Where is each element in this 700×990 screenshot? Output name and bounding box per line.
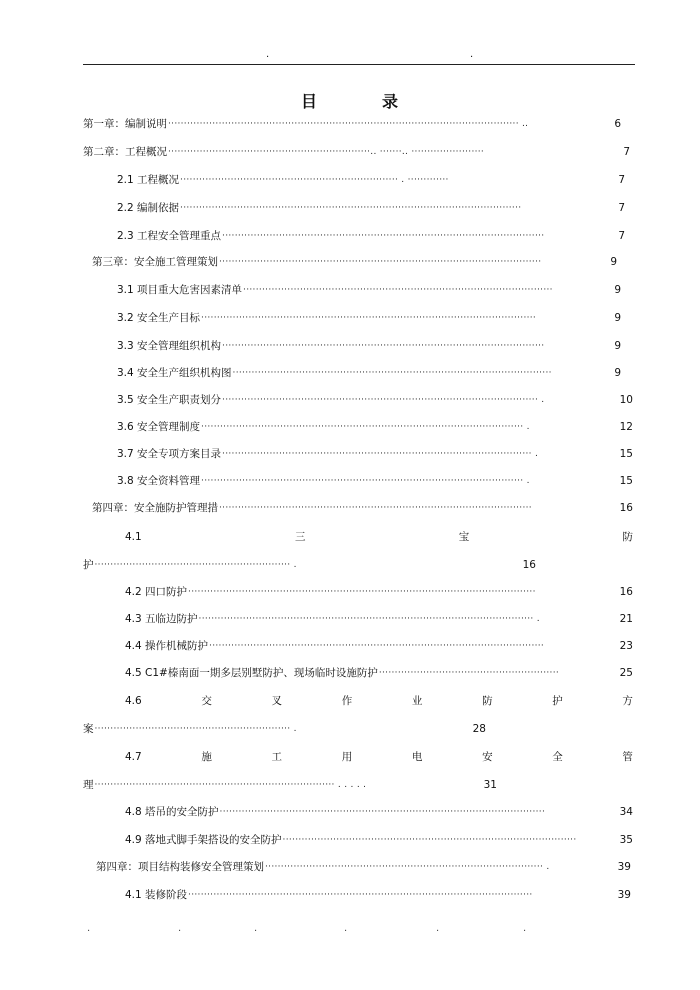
toc-entry-continuation[interactable] [83,721,486,737]
toc-entry-page: 9 [614,340,621,352]
toc-entry-label: 理 [83,779,94,791]
toc-entry-leader: ······································································································ [222,341,545,351]
toc-entry-leader: ························································· [378,668,560,678]
toc-entry-page: 23 [619,640,633,652]
toc-entry-leader: ····································································································· [232,368,552,378]
toc-entry-label: 第四章：项目结构装修安全管理策划 [96,861,264,873]
toc-entry[interactable] [92,254,617,270]
toc-entry-heading-spread[interactable]: 4.1 三 宝 防 [125,531,633,543]
toc-entry-leader: ······································································································ . [201,422,530,432]
header-rule [83,64,635,65]
toc-entry[interactable] [125,887,631,903]
toc-entry[interactable] [125,584,633,600]
toc-entry-label: 护 [83,559,94,571]
toc-entry-label: 4.4 操作机械防护 [125,640,209,652]
toc-entry[interactable] [83,116,621,132]
toc-entry-page: 28 [472,723,486,735]
toc-entry-label: 第二章：工程概况 [83,146,167,158]
toc-entry-leader: ································································.. ·······.. ······················· [168,147,485,157]
toc-entry[interactable] [117,392,633,408]
toc-entry-leader: ··············································································································· .. [168,119,529,129]
toc-entry-label: 第四章：安全施防护管理措 [92,502,218,514]
toc-entry-page: 7 [618,174,625,186]
toc-entry-leader: ······································································································ [219,257,542,267]
toc-entry[interactable] [117,310,621,326]
toc-entry-page: 15 [619,448,633,460]
toc-entry[interactable] [117,446,633,462]
toc-entry[interactable] [125,611,633,627]
toc-entry-page: 9 [610,256,617,268]
toc-entry-page: 35 [619,834,633,846]
toc-entry-page: 9 [614,367,621,379]
toc-entry-page: 6 [614,118,621,130]
toc-entry-label: 4.2 四口防护 [125,586,188,598]
toc-entry-leader: ··································································································· [219,503,532,513]
toc-entry-page: 16 [619,502,633,514]
toc-entry-page: 16 [522,559,536,571]
footer-mark: . [344,923,348,934]
toc-entry-leader: ······································································································· [219,807,546,817]
toc-title: 目 录 [300,92,400,111]
toc-entry-leader: ······································································································ [222,231,545,241]
toc-entry-page: 39 [617,861,631,873]
toc-entry-leader: ·········································································································· [201,313,537,323]
header-mark-left: . [266,49,270,60]
toc-entry-page: 9 [614,284,621,296]
toc-entry-label: 4.5 C1#榛南面一期多层别墅防护、现场临时设施防护 [125,667,378,679]
toc-entry-label: 3.4 安全生产组织机构图 [117,367,232,379]
toc-entry-label: 4.8 塔吊的安全防护 [125,806,219,818]
toc-entry-page: 10 [619,394,633,406]
toc-entry[interactable] [117,338,621,354]
toc-entry[interactable] [96,859,631,875]
toc-entry-leader: ·································································································· . [222,449,539,459]
toc-entry-page: 21 [619,613,633,625]
footer-mark: . [87,923,91,934]
footer-mark: . [178,923,182,934]
toc-entry[interactable] [117,473,633,489]
toc-entry[interactable] [117,228,625,244]
toc-entry-continuation[interactable] [83,777,497,793]
toc-entry[interactable] [117,419,633,435]
toc-entry-page: 15 [619,475,633,487]
toc-entry-label: 2.2 编制依据 [117,202,180,214]
toc-entry[interactable] [125,832,633,848]
toc-entry-page: 7 [618,230,625,242]
toc-entry-label: 3.7 安全专项方案目录 [117,448,222,460]
toc-entry-page: 25 [619,667,633,679]
footer-mark: . [523,923,527,934]
toc-entry-label: 3.2 安全生产目标 [117,312,201,324]
toc-entry-label: 4.3 五临边防护 [125,613,198,625]
toc-entry[interactable] [125,665,633,681]
toc-entry-page: 39 [617,889,631,901]
toc-entry-leader: ············································································································ [180,203,522,213]
toc-entry[interactable] [117,365,621,381]
toc-entry-label: 3.3 安全管理组织机构 [117,340,222,352]
toc-entry-label: 3.5 安全生产职责划分 [117,394,222,406]
toc-entry-page: 16 [619,586,633,598]
toc-entry-leader: ·································································································· [243,285,553,295]
toc-entry-page: 12 [619,421,633,433]
toc-entry-leader: ···································································································· . [222,395,545,405]
toc-entry-heading-spread[interactable]: 4.6 交 叉 作 业 防 护 方 [125,695,633,707]
toc-entry[interactable] [125,804,633,820]
toc-entry-leader: ············································································ . . . . . [94,780,367,790]
footer-mark: . [436,923,440,934]
toc-entry-page: 9 [614,312,621,324]
toc-entry-leader: ······································································································ . [201,476,530,486]
toc-entry[interactable] [92,500,633,516]
header-mark-right: . [470,49,474,60]
toc-entry-label: 2.1 工程概况 [117,174,180,186]
toc-entry[interactable] [117,200,625,216]
toc-entry-leader: ························································································ . [265,862,550,872]
toc-entry-continuation[interactable] [83,557,536,573]
toc-entry-label: 3.8 安全资料管理 [117,475,201,487]
toc-entry-leader: ·········································································································· . [198,614,540,624]
footer-mark: . [254,923,258,934]
toc-entry-label: 第三章：安全施工管理策划 [92,256,218,268]
toc-entry-leader: ······························································ . [94,560,297,570]
toc-entry[interactable] [83,144,630,160]
toc-entry[interactable] [117,172,625,188]
toc-entry-leader: ············································································································· [188,890,533,900]
toc-entry-label: 4.1 装修阶段 [125,889,188,901]
toc-entry-label: 案 [83,723,94,735]
toc-entry-heading-spread[interactable]: 4.7 施 工 用 电 安 全 管 [125,751,633,763]
toc-entry-label: 第一章：编制说明 [83,118,167,130]
toc-entry-leader: ····························································································· [282,835,577,845]
toc-entry-label: 3.1 项目重大危害因素清单 [117,284,243,296]
toc-entry-page: 7 [623,146,630,158]
toc-entry-leader: ·········································································································· [209,641,545,651]
toc-entry-label: 4.9 落地式脚手架搭设的安全防护 [125,834,282,846]
toc-entry-label: 2.3 工程安全管理重点 [117,230,222,242]
toc-entry[interactable] [125,638,633,654]
toc-entry-leader: ····································································· . ············· [180,175,449,185]
toc-entry-leader: ·············································································································· [188,587,536,597]
toc-entry-label: 3.6 安全管理制度 [117,421,201,433]
toc-entry[interactable] [117,282,621,298]
toc-entry-page: 31 [483,779,497,791]
toc-entry-page: 34 [619,806,633,818]
toc-entry-page: 7 [618,202,625,214]
toc-entry-leader: ······························································ . [94,724,297,734]
